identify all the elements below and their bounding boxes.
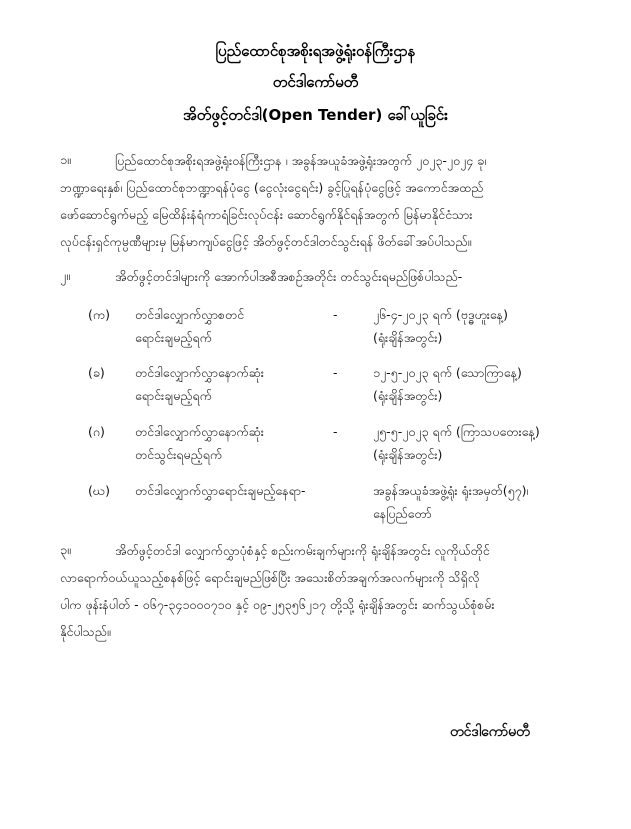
para3-line: အိတ်ဖွင့်တင်ဒါ လျှောက်လွှာပုံစံနှင့် စည်းကမ်းချက်များကို ရုံးချိန်အတွင်း လူကိုယ်တိုင် bbox=[115, 543, 490, 558]
schedule-value: (ရုံးချိန်အတွင်း) bbox=[373, 388, 443, 403]
schedule-mark: (ဂ) bbox=[88, 424, 105, 439]
para1-line: ဖော်ဆောင်ရွက်မည့် မြေထိန်းနံရံကာရံခြင်းလုပ်ငန်း ဆောင်ရွက်နိုင်ရန်အတွက် မြန်မာနိုင်ငံသား bbox=[60, 207, 473, 222]
schedule-value: ၂၅-၅-၂၀၂၃ ရက် (ကြာသပတေးနေ့) bbox=[373, 424, 540, 439]
para3-line: လာရောက်ဝယ်ယူသည့်စနစ်ဖြင့် ရောင်းချမည်ဖြစ်ပြီး အသေးစိတ်အချက်အလက်များကို သိရှိလို bbox=[60, 570, 480, 585]
schedule-dash: - bbox=[333, 424, 338, 439]
para2-body bbox=[115, 263, 595, 290]
schedule-label: တင်ဒါလျှောက်လွှာရောင်းချမည့်နေရာ- bbox=[135, 483, 306, 498]
para1-number: ၁။ bbox=[60, 152, 71, 167]
notice-title: အိတ်ဖွင့်တင်ဒါ(Open Tender) ခေါ်ယူခြင်း bbox=[183, 106, 448, 124]
para1-body bbox=[115, 147, 595, 174]
para2-number: ၂။ bbox=[60, 268, 70, 283]
schedule-dash: - bbox=[333, 365, 338, 380]
para1-body-cont bbox=[60, 174, 600, 255]
schedule-mark: (ဃ) bbox=[88, 483, 110, 498]
para2-line: အိတ်ဖွင့်တင်ဒါများကို အောက်ပါအစီအစဉ်အတိုင်း တင်သွင်းရမည်ဖြစ်ပါသည်- bbox=[115, 269, 463, 284]
schedule-label: ရောင်းချမည့်ရက် bbox=[135, 330, 212, 345]
para3-line: ပါက ဖုန်းနံပါတ် - ၀၆၇-၃၄၁၀၀၀၇၁၀ နှင့် ၀၉-၂၅၃၅၆၂၁၇ တို့သို့ ရုံးချိန်အတွင်း ဆက်သွယ်စုံစမ်း bbox=[60, 597, 495, 612]
schedule-value: အခွန်အယူခံအဖွဲ့ရုံး ရုံးအမှတ်(၅၇)၊ bbox=[373, 483, 529, 498]
schedule-label: တင်ဒါလျှောက်လွှာနောက်ဆုံး bbox=[135, 424, 264, 439]
para1-line: လုပ်ငန်းရှင်ကုမ္ပဏီများမှ မြန်မာကျပ်ငွေဖြင့် အိတ်ဖွင့်တင်ဒါတင်သွင်းရန် ဖိတ်ခေါ်အပ်ပါသည်။ bbox=[60, 234, 472, 249]
signature-committee: တင်ဒါကော်မတီ bbox=[450, 724, 530, 740]
committee-title: တင်ဒါကော်မတီ bbox=[272, 73, 359, 91]
para1-line: ဘဏ္ဍာရေးနှစ်၊ ပြည်ထောင်စုဘဏ္ဍာရန်ပုံငွေ (ငွေလုံးငွေရင်း) ခွင့်ပြုရန်ပုံငွေဖြင့် အကောင်အထည် bbox=[60, 180, 484, 195]
schedule-mark: (ခ) bbox=[88, 365, 105, 380]
schedule-value: ၁၂-၅-၂၀၂၃ ရက် (သောကြာနေ့) bbox=[373, 365, 522, 380]
para3-body bbox=[115, 537, 595, 564]
schedule-value: (ရုံးချိန်အတွင်း) bbox=[373, 330, 443, 345]
schedule-label: တင်ဒါလျှောက်လွှာနောက်ဆုံး bbox=[135, 365, 264, 380]
para3-number: ၃။ bbox=[60, 542, 71, 557]
schedule-label: တင်သွင်းရမည့်ရက် bbox=[135, 447, 223, 462]
schedule-label: တင်ဒါလျှောက်လွှာစတင် bbox=[135, 307, 245, 322]
schedule-value: နေပြည်တော် bbox=[373, 506, 432, 521]
schedule-dash: - bbox=[333, 307, 338, 322]
schedule-mark: (က) bbox=[88, 307, 110, 322]
organization-title: ပြည်ထောင်စုအစိုးရအဖွဲ့ရုံးဝန်ကြီးဌာန bbox=[215, 42, 416, 60]
para1-line: ပြည်ထောင်စုအစိုးရအဖွဲ့ရုံးဝန်ကြီးဌာန ၊ အခွန်အယူခံအဖွဲ့ရုံးအတွက် ၂၀၂၃-၂၀၂၄ ခု၊ bbox=[115, 153, 487, 168]
para3-line: နိုင်ပါသည်။ bbox=[60, 624, 111, 639]
schedule-value: (ရုံးချိန်အတွင်း) bbox=[373, 447, 443, 462]
schedule-value: ၂၆-၄-၂၀၂၃ ရက် (ဗုဒ္ဓဟူးနေ့) bbox=[373, 307, 508, 322]
para3-body-cont bbox=[60, 564, 600, 645]
schedule-label: ရောင်းချမည့်ရက် bbox=[135, 388, 212, 403]
